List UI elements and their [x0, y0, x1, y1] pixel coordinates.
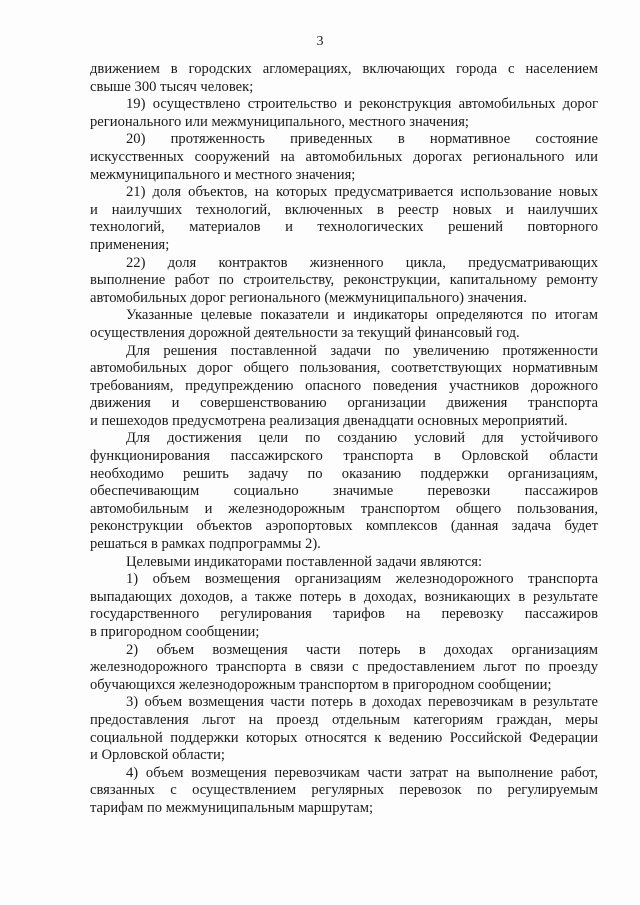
- text-line: 3) объем возмещения части потерь в доходах перевозчикам в результате: [126, 694, 598, 711]
- text-line: в пригородном сообщении;: [90, 624, 260, 640]
- text-line: решаться в рамках подпрограммы 2).: [90, 536, 321, 553]
- text-line: тарифам по межмуниципальным маршрутам;: [90, 799, 374, 816]
- text-line: 21) доля объектов, на которых предусматривается использование новых: [126, 184, 598, 201]
- text-line: движением в городских агломерациях, включающих города с населением: [90, 61, 598, 77]
- text-line: автомобильных дорог общего пользования, соответствующих нормативным: [90, 360, 598, 377]
- text-line: 2) объем возмещения части потерь в доходах организациям: [126, 641, 598, 658]
- text-line: реконструкции объектов аэропортовых комплексов (данная задача будет: [90, 518, 598, 535]
- text-line: осуществления дорожной деятельности за текущий финансовый год.: [90, 324, 520, 341]
- text-line: выполнение работ по строительству, реконструкции, капитальному ремонту: [90, 272, 598, 289]
- text-line: социальной поддержки которых относятся к ведению Российской Федерации: [90, 729, 598, 746]
- text-line: связанных с осуществлением регулярных перевозок по регулируемым: [90, 782, 598, 799]
- text-line: 1) объем возмещения организациям железнодорожного транспорта: [126, 571, 598, 588]
- text-line: предоставления льгот на проезд отдельным категориям граждан, меры: [90, 711, 598, 728]
- text-line: 22) доля контрактов жизненного цикла, предусматривающих: [126, 254, 598, 271]
- text-line: и пешеходов предусмотрена реализация двенадцати основных мероприятий.: [90, 412, 568, 429]
- page-number: 3: [316, 34, 324, 49]
- text-line: свыше 300 тысяч человек;: [90, 78, 254, 95]
- text-line: обеспечивающим социально значимые перевозки пассажиров: [90, 483, 598, 500]
- text-line: автомобильных дорог регионального (межмуниципального) значения.: [90, 289, 527, 306]
- text-line: технологий, материалов и технологических решений повторного: [90, 219, 598, 236]
- text-line: регионального или межмуниципального, местного значения;: [90, 113, 469, 130]
- text-line: государственного регулирования тарифов на перевозку пассажиров: [90, 606, 598, 623]
- text-line: обучающихся железнодорожным транспортом в пригородном сообщении;: [90, 676, 552, 693]
- text-line: Указанные целевые показатели и индикаторы определяются по итогам: [126, 307, 598, 324]
- text-line: автомобильным и железнодорожным транспортом общего пользования,: [90, 500, 598, 517]
- text-line: выпадающих доходов, а также потерь в доходах, возникающих в результате: [90, 588, 598, 605]
- text-line: функционирования пассажирского транспорта в Орловской области: [90, 448, 598, 465]
- document-body: [90, 61, 598, 818]
- text-line: железнодорожного транспорта в связи с предоставлением льгот по проезду: [90, 659, 598, 676]
- text-line: и Орловской области;: [90, 747, 225, 764]
- text-line: и наилучших технологий, включенных в реестр новых и наилучших: [90, 201, 598, 218]
- text-line: 20) протяженность приведенных в нормативное состояние: [126, 131, 598, 148]
- text-line: 19) осуществлено строительство и реконструкция автомобильных дорог: [126, 96, 598, 113]
- text-line: Целевыми индикаторами поставленной задачи являются:: [126, 553, 483, 570]
- text-line: требованиям, предупреждению опасного поведения участников дорожного: [90, 377, 598, 394]
- text-line: межмуниципального и местного значения;: [90, 166, 356, 183]
- text-line: Для решения поставленной задачи по увеличению протяженности: [126, 342, 598, 359]
- text-line: Для достижения цели по созданию условий для устойчивого: [126, 430, 598, 447]
- text-line: движения и совершенствованию организации движения транспорта: [90, 395, 598, 412]
- text-line: применения;: [90, 236, 170, 253]
- text-line: необходимо решить задачу по оказанию поддержки организациям,: [90, 465, 598, 482]
- text-line: 4) объем возмещения перевозчикам части затрат на выполнение работ,: [126, 764, 598, 781]
- text-line: искусственных сооружений на автомобильных дорогах регионального или: [90, 148, 598, 165]
